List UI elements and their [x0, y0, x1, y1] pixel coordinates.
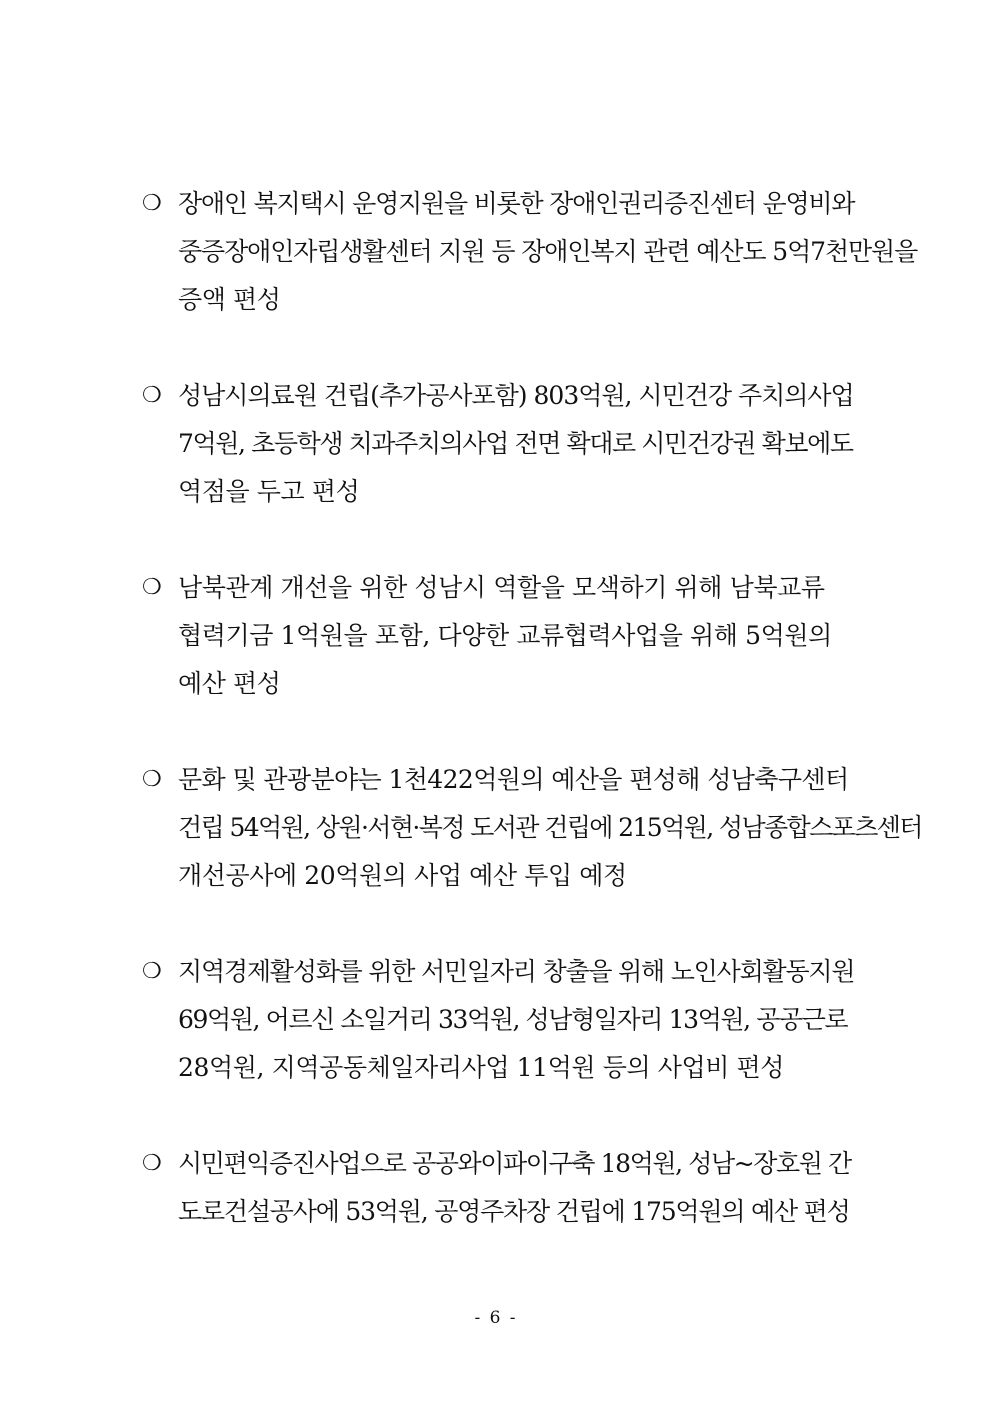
list-item-line: 도로건설공사에 53억원, 공영주차장 건립에 175억원의 예산 편성 — [178, 1197, 850, 1226]
list-item-line: 개선공사에 20억원의 사업 예산 투입 예정 — [178, 861, 627, 890]
list-item-line: 증액 편성 — [178, 285, 281, 314]
list-item-line: 장애인 복지택시 운영지원을 비롯한 장애인권리증진센터 운영비와 — [178, 189, 855, 218]
list-item — [142, 1140, 854, 1236]
circle-bullet-icon: ❍ — [142, 767, 162, 792]
list-item-line: 협력기금 1억원을 포함, 다양한 교류협력사업을 위해 5억원의 — [178, 621, 832, 650]
list-item-line: 7억원, 초등학생 치과주치의사업 전면 확대로 시민건강권 확보에도 — [178, 429, 853, 458]
list-item — [142, 564, 854, 708]
list-item-line: 시민편익증진사업으로 공공와이파이구축 18억원, 성남~장호원 간 — [178, 1149, 851, 1178]
list-item-line: 건립 54억원, 상원·서현·복정 도서관 건립에 215억원, 성남종합스포츠센터 — [178, 813, 922, 842]
circle-bullet-icon: ❍ — [142, 959, 162, 984]
circle-bullet-icon: ❍ — [142, 1151, 162, 1176]
list-item — [142, 756, 922, 900]
list-item-line: 역점을 두고 편성 — [178, 477, 360, 506]
list-item-line: 남북관계 개선을 위한 성남시 역할을 모색하기 위해 남북교류 — [178, 573, 825, 602]
page-number: - 6 - — [474, 1308, 518, 1328]
circle-bullet-icon: ❍ — [142, 575, 162, 600]
list-item-line: 중증장애인자립생활센터 지원 등 장애인복지 관련 예산도 5억7천만원을 — [178, 237, 918, 266]
list-item — [142, 948, 854, 1092]
list-item-line: 28억원, 지역공동체일자리사업 11억원 등의 사업비 편성 — [178, 1053, 785, 1082]
circle-bullet-icon: ❍ — [142, 191, 162, 216]
circle-bullet-icon: ❍ — [142, 383, 162, 408]
list-item — [142, 372, 854, 516]
list-item — [142, 180, 918, 324]
list-item-line: 지역경제활성화를 위한 서민일자리 창출을 위해 노인사회활동지원 — [178, 957, 855, 986]
list-item-line: 문화 및 관광분야는 1천422억원의 예산을 편성해 성남축구센터 — [178, 765, 849, 794]
list-item-line: 예산 편성 — [178, 669, 281, 698]
list-item-line: 69억원, 어르신 소일거리 33억원, 성남형일자리 13억원, 공공근로 — [178, 1005, 848, 1034]
list-item-line: 성남시의료원 건립(추가공사포함) 803억원, 시민건강 주치의사업 — [178, 381, 854, 410]
